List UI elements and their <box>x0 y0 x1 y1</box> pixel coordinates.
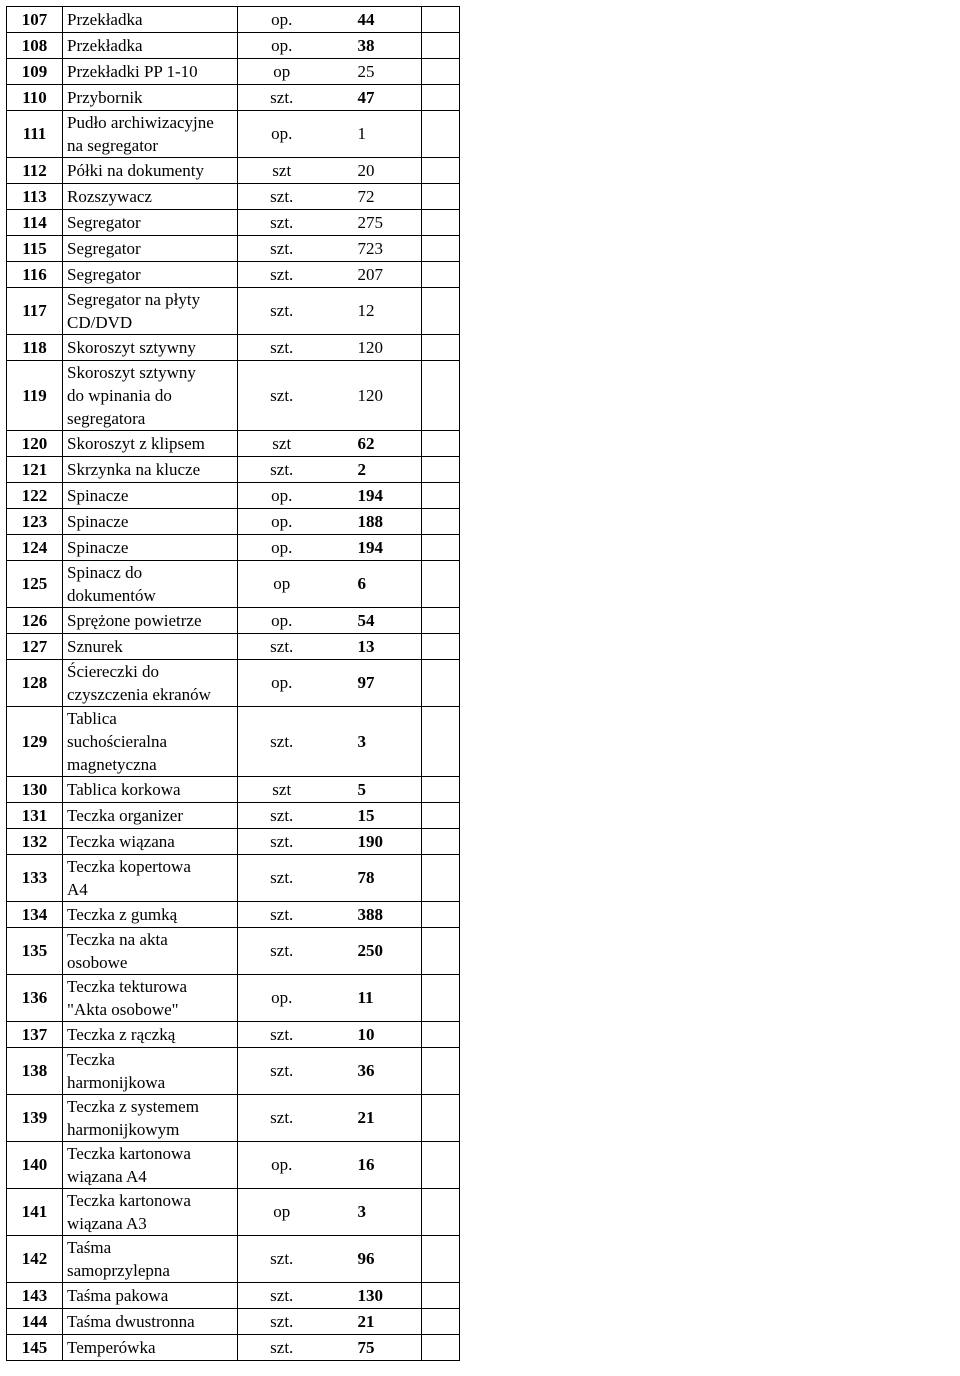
empty-cell <box>422 975 460 1022</box>
item-name-line: segregatora <box>67 409 146 428</box>
item-name-cell <box>63 829 238 855</box>
row-number-cell: 115 <box>7 236 63 262</box>
quantity-cell: 96 <box>326 1236 422 1283</box>
table-row <box>7 803 460 829</box>
table-row <box>7 262 460 288</box>
row-number-cell: 137 <box>7 1022 63 1048</box>
unit-cell: szt. <box>238 855 326 902</box>
quantity-cell: 13 <box>326 634 422 660</box>
item-name-line: Półki na dokumenty <box>67 161 204 180</box>
row-number-cell: 140 <box>7 1142 63 1189</box>
row-number-cell: 143 <box>7 1283 63 1309</box>
item-name-cell <box>63 855 238 902</box>
row-number-cell: 142 <box>7 1236 63 1283</box>
empty-cell <box>422 288 460 335</box>
table-row <box>7 829 460 855</box>
row-number-cell: 118 <box>7 335 63 361</box>
item-name-line: Przekładka <box>67 10 143 29</box>
item-name-line: Sprężone powietrze <box>67 611 202 630</box>
quantity-cell: 11 <box>326 975 422 1022</box>
row-number-cell: 134 <box>7 902 63 928</box>
unit-cell: op. <box>238 975 326 1022</box>
empty-cell <box>422 7 460 33</box>
table-row <box>7 111 460 158</box>
item-name-line: dokumentów <box>67 586 156 605</box>
empty-cell <box>422 111 460 158</box>
table-row <box>7 928 460 975</box>
table-row <box>7 1309 460 1335</box>
item-name-cell <box>63 634 238 660</box>
item-name-cell <box>63 262 238 288</box>
unit-cell: op. <box>238 483 326 509</box>
row-number-cell: 132 <box>7 829 63 855</box>
item-name-cell <box>63 457 238 483</box>
quantity-cell: 10 <box>326 1022 422 1048</box>
unit-cell: szt. <box>238 707 326 777</box>
item-name-line: Teczka z rączką <box>67 1025 176 1044</box>
quantity-cell: 75 <box>326 1335 422 1361</box>
row-number-cell: 119 <box>7 361 63 431</box>
item-name-line: Spinacz do <box>67 563 143 582</box>
row-number-cell: 123 <box>7 509 63 535</box>
unit-cell: op. <box>238 33 326 59</box>
empty-cell <box>422 1022 460 1048</box>
unit-cell: szt. <box>238 1236 326 1283</box>
item-name-cell <box>63 33 238 59</box>
item-name-line: Ściereczki do <box>67 662 160 681</box>
unit-cell: szt. <box>238 184 326 210</box>
empty-cell <box>422 707 460 777</box>
row-number-cell: 111 <box>7 111 63 158</box>
row-number-cell: 109 <box>7 59 63 85</box>
item-name-cell <box>63 535 238 561</box>
quantity-cell: 25 <box>326 59 422 85</box>
table-row <box>7 431 460 457</box>
table-row <box>7 509 460 535</box>
item-name-line: samoprzylepna <box>67 1261 170 1280</box>
item-name-line: Rozszywacz <box>67 187 152 206</box>
empty-cell <box>422 59 460 85</box>
table-row <box>7 1095 460 1142</box>
item-name-line: harmonijkowym <box>67 1120 180 1139</box>
table-row <box>7 85 460 111</box>
unit-cell: szt. <box>238 1309 326 1335</box>
unit-cell: szt <box>238 777 326 803</box>
item-name-line: Taśma pakowa <box>67 1286 169 1305</box>
item-name-line: Teczka z systemem <box>67 1097 199 1116</box>
empty-cell <box>422 561 460 608</box>
table-row <box>7 288 460 335</box>
quantity-cell: 12 <box>326 288 422 335</box>
quantity-cell: 120 <box>326 335 422 361</box>
item-name-cell <box>63 1142 238 1189</box>
item-name-line: Teczka wiązana <box>67 832 175 851</box>
table-row <box>7 1048 460 1095</box>
row-number-cell: 110 <box>7 85 63 111</box>
empty-cell <box>422 1309 460 1335</box>
table-row <box>7 236 460 262</box>
empty-cell <box>422 777 460 803</box>
unit-cell: op. <box>238 608 326 634</box>
quantity-cell: 44 <box>326 7 422 33</box>
item-name-line: suchościeralna <box>67 732 168 751</box>
empty-cell <box>422 33 460 59</box>
row-number-cell: 139 <box>7 1095 63 1142</box>
table-row <box>7 59 460 85</box>
table-row <box>7 1189 460 1236</box>
quantity-cell: 3 <box>326 707 422 777</box>
item-name-cell <box>63 288 238 335</box>
quantity-cell: 62 <box>326 431 422 457</box>
quantity-cell: 6 <box>326 561 422 608</box>
empty-cell <box>422 85 460 111</box>
item-name-cell <box>63 975 238 1022</box>
empty-cell <box>422 1142 460 1189</box>
quantity-cell: 250 <box>326 928 422 975</box>
table-row <box>7 7 460 33</box>
quantity-cell: 2 <box>326 457 422 483</box>
unit-cell: szt. <box>238 210 326 236</box>
item-name-line: harmonijkowa <box>67 1073 166 1092</box>
quantity-cell: 388 <box>326 902 422 928</box>
empty-cell <box>422 1283 460 1309</box>
item-name-cell <box>63 184 238 210</box>
unit-cell: szt. <box>238 902 326 928</box>
table-row <box>7 457 460 483</box>
empty-cell <box>422 902 460 928</box>
quantity-cell: 194 <box>326 483 422 509</box>
row-number-cell: 135 <box>7 928 63 975</box>
unit-cell: op <box>238 59 326 85</box>
empty-cell <box>422 483 460 509</box>
row-number-cell: 113 <box>7 184 63 210</box>
item-name-cell <box>63 1283 238 1309</box>
item-name-line: Skrzynka na klucze <box>67 460 201 479</box>
quantity-cell: 38 <box>326 33 422 59</box>
item-name-line: Teczka <box>67 1050 115 1069</box>
item-name-line: Teczka na akta <box>67 930 168 949</box>
unit-cell: op. <box>238 7 326 33</box>
item-name-cell <box>63 1095 238 1142</box>
row-number-cell: 114 <box>7 210 63 236</box>
unit-cell: op. <box>238 535 326 561</box>
row-number-cell: 107 <box>7 7 63 33</box>
table-row <box>7 335 460 361</box>
item-name-cell <box>63 928 238 975</box>
item-name-cell <box>63 1048 238 1095</box>
table-row <box>7 777 460 803</box>
unit-cell: szt. <box>238 236 326 262</box>
empty-cell <box>422 236 460 262</box>
item-name-line: Skoroszyt z klipsem <box>67 434 205 453</box>
table-row <box>7 535 460 561</box>
quantity-cell: 1 <box>326 111 422 158</box>
quantity-cell: 54 <box>326 608 422 634</box>
item-name-line: wiązana A3 <box>67 1214 147 1233</box>
empty-cell <box>422 1236 460 1283</box>
unit-cell: op. <box>238 509 326 535</box>
item-name-line: Spinacze <box>67 512 129 531</box>
item-name-cell <box>63 803 238 829</box>
item-name-line: Teczka kopertowa <box>67 857 191 876</box>
row-number-cell: 145 <box>7 1335 63 1361</box>
item-name-cell <box>63 111 238 158</box>
item-name-line: wiązana A4 <box>67 1167 147 1186</box>
empty-cell <box>422 335 460 361</box>
unit-cell: op. <box>238 660 326 707</box>
row-number-cell: 138 <box>7 1048 63 1095</box>
unit-cell: szt. <box>238 803 326 829</box>
item-name-line: Skoroszyt sztywny <box>67 363 196 382</box>
item-name-cell <box>63 608 238 634</box>
item-name-cell <box>63 1022 238 1048</box>
quantity-cell: 47 <box>326 85 422 111</box>
row-number-cell: 112 <box>7 158 63 184</box>
row-number-cell: 126 <box>7 608 63 634</box>
unit-cell: szt. <box>238 1048 326 1095</box>
empty-cell <box>422 855 460 902</box>
item-name-line: do wpinania do <box>67 386 172 405</box>
table-row <box>7 707 460 777</box>
row-number-cell: 127 <box>7 634 63 660</box>
item-name-cell <box>63 85 238 111</box>
quantity-cell: 20 <box>326 158 422 184</box>
row-number-cell: 121 <box>7 457 63 483</box>
item-name-cell <box>63 335 238 361</box>
unit-cell: szt. <box>238 361 326 431</box>
unit-cell: szt. <box>238 1095 326 1142</box>
table-row <box>7 1022 460 1048</box>
quantity-cell: 194 <box>326 535 422 561</box>
item-name-cell <box>63 236 238 262</box>
empty-cell <box>422 535 460 561</box>
quantity-cell: 188 <box>326 509 422 535</box>
item-name-line: Segregator <box>67 239 141 258</box>
unit-cell: op. <box>238 111 326 158</box>
table-row <box>7 1335 460 1361</box>
table-row <box>7 561 460 608</box>
item-name-line: Tablica <box>67 709 117 728</box>
unit-cell: szt. <box>238 928 326 975</box>
unit-cell: szt. <box>238 1022 326 1048</box>
row-number-cell: 108 <box>7 33 63 59</box>
table-row <box>7 1236 460 1283</box>
item-name-line: Teczka kartonowa <box>67 1191 191 1210</box>
row-number-cell: 120 <box>7 431 63 457</box>
item-name-line: Spinacze <box>67 538 129 557</box>
item-name-line: Skoroszyt sztywny <box>67 338 196 357</box>
item-name-line: A4 <box>67 880 88 899</box>
row-number-cell: 129 <box>7 707 63 777</box>
item-name-cell <box>63 1189 238 1236</box>
item-name-cell <box>63 777 238 803</box>
quantity-cell: 723 <box>326 236 422 262</box>
row-number-cell: 125 <box>7 561 63 608</box>
item-name-line: czyszczenia ekranów <box>67 685 211 704</box>
item-name-cell <box>63 1335 238 1361</box>
quantity-cell: 36 <box>326 1048 422 1095</box>
item-name-line: magnetyczna <box>67 755 157 774</box>
empty-cell <box>422 1048 460 1095</box>
table-row <box>7 1142 460 1189</box>
empty-cell <box>422 210 460 236</box>
quantity-cell: 207 <box>326 262 422 288</box>
item-name-cell <box>63 561 238 608</box>
quantity-cell: 3 <box>326 1189 422 1236</box>
empty-cell <box>422 928 460 975</box>
quantity-cell: 275 <box>326 210 422 236</box>
quantity-cell: 97 <box>326 660 422 707</box>
row-number-cell: 144 <box>7 1309 63 1335</box>
item-name-line: Segregator <box>67 213 141 232</box>
item-name-cell <box>63 431 238 457</box>
item-name-cell <box>63 660 238 707</box>
item-name-line: Taśma dwustronna <box>67 1312 195 1331</box>
unit-cell: szt. <box>238 457 326 483</box>
table-row <box>7 158 460 184</box>
quantity-cell: 16 <box>326 1142 422 1189</box>
quantity-cell: 15 <box>326 803 422 829</box>
item-name-line: Spinacze <box>67 486 129 505</box>
table-row <box>7 660 460 707</box>
row-number-cell: 117 <box>7 288 63 335</box>
item-name-line: Segregator <box>67 265 141 284</box>
row-number-cell: 141 <box>7 1189 63 1236</box>
quantity-cell: 21 <box>326 1095 422 1142</box>
item-name-line: Teczka z gumką <box>67 905 178 924</box>
item-name-line: Przekładki PP 1-10 <box>67 62 198 81</box>
item-name-line: Przekładka <box>67 36 143 55</box>
item-name-cell <box>63 59 238 85</box>
quantity-cell: 120 <box>326 361 422 431</box>
item-name-line: Teczka tekturowa <box>67 977 188 996</box>
table-row <box>7 184 460 210</box>
table-row <box>7 608 460 634</box>
unit-cell: szt. <box>238 1283 326 1309</box>
quantity-cell: 190 <box>326 829 422 855</box>
item-name-line: Teczka kartonowa <box>67 1144 191 1163</box>
unit-cell: op <box>238 1189 326 1236</box>
item-name-line: Segregator na płyty <box>67 290 201 309</box>
table-row <box>7 1283 460 1309</box>
row-number-cell: 116 <box>7 262 63 288</box>
quantity-cell: 78 <box>326 855 422 902</box>
row-number-cell: 136 <box>7 975 63 1022</box>
table-row <box>7 210 460 236</box>
item-name-cell <box>63 707 238 777</box>
empty-cell <box>422 829 460 855</box>
item-name-cell <box>63 509 238 535</box>
item-name-cell <box>63 210 238 236</box>
unit-cell: szt. <box>238 1335 326 1361</box>
quantity-cell: 21 <box>326 1309 422 1335</box>
unit-cell: szt <box>238 158 326 184</box>
empty-cell <box>422 1335 460 1361</box>
item-name-line: "Akta osobowe" <box>67 1000 179 1019</box>
row-number-cell: 122 <box>7 483 63 509</box>
item-name-line: osobowe <box>67 953 128 972</box>
unit-cell: szt. <box>238 288 326 335</box>
row-number-cell: 124 <box>7 535 63 561</box>
item-name-line: Pudło archiwizacyjne <box>67 113 214 132</box>
item-name-line: Sznurek <box>67 637 123 656</box>
empty-cell <box>422 1189 460 1236</box>
item-name-line: Teczka organizer <box>67 806 184 825</box>
quantity-cell: 72 <box>326 184 422 210</box>
empty-cell <box>422 262 460 288</box>
quantity-cell: 5 <box>326 777 422 803</box>
empty-cell <box>422 361 460 431</box>
item-name-line: na segregator <box>67 136 159 155</box>
item-name-line: Temperówka <box>67 1338 156 1357</box>
item-name-line: Przybornik <box>67 88 143 107</box>
empty-cell <box>422 803 460 829</box>
empty-cell <box>422 660 460 707</box>
item-name-cell <box>63 483 238 509</box>
item-name-cell <box>63 1236 238 1283</box>
empty-cell <box>422 457 460 483</box>
unit-cell: szt. <box>238 829 326 855</box>
item-name-cell <box>63 7 238 33</box>
item-name-cell <box>63 1309 238 1335</box>
unit-cell: szt. <box>238 262 326 288</box>
item-name-line: CD/DVD <box>67 313 133 332</box>
table-row <box>7 634 460 660</box>
unit-cell: szt <box>238 431 326 457</box>
row-number-cell: 133 <box>7 855 63 902</box>
row-number-cell: 131 <box>7 803 63 829</box>
empty-cell <box>422 608 460 634</box>
table-row <box>7 361 460 431</box>
item-name-cell <box>63 902 238 928</box>
unit-cell: szt. <box>238 85 326 111</box>
empty-cell <box>422 431 460 457</box>
table-row <box>7 975 460 1022</box>
table-row <box>7 902 460 928</box>
empty-cell <box>422 184 460 210</box>
quantity-cell: 130 <box>326 1283 422 1309</box>
table-row <box>7 855 460 902</box>
unit-cell: op <box>238 561 326 608</box>
empty-cell <box>422 158 460 184</box>
empty-cell <box>422 634 460 660</box>
item-name-line: Taśma <box>67 1238 112 1257</box>
unit-cell: szt. <box>238 335 326 361</box>
inventory-table-body <box>7 7 460 1361</box>
unit-cell: szt. <box>238 634 326 660</box>
item-name-cell <box>63 361 238 431</box>
item-name-cell <box>63 158 238 184</box>
row-number-cell: 128 <box>7 660 63 707</box>
table-row <box>7 483 460 509</box>
empty-cell <box>422 1095 460 1142</box>
unit-cell: op. <box>238 1142 326 1189</box>
item-name-line: Tablica korkowa <box>67 780 181 799</box>
row-number-cell: 130 <box>7 777 63 803</box>
empty-cell <box>422 509 460 535</box>
table-row <box>7 33 460 59</box>
inventory-table <box>6 6 460 1361</box>
